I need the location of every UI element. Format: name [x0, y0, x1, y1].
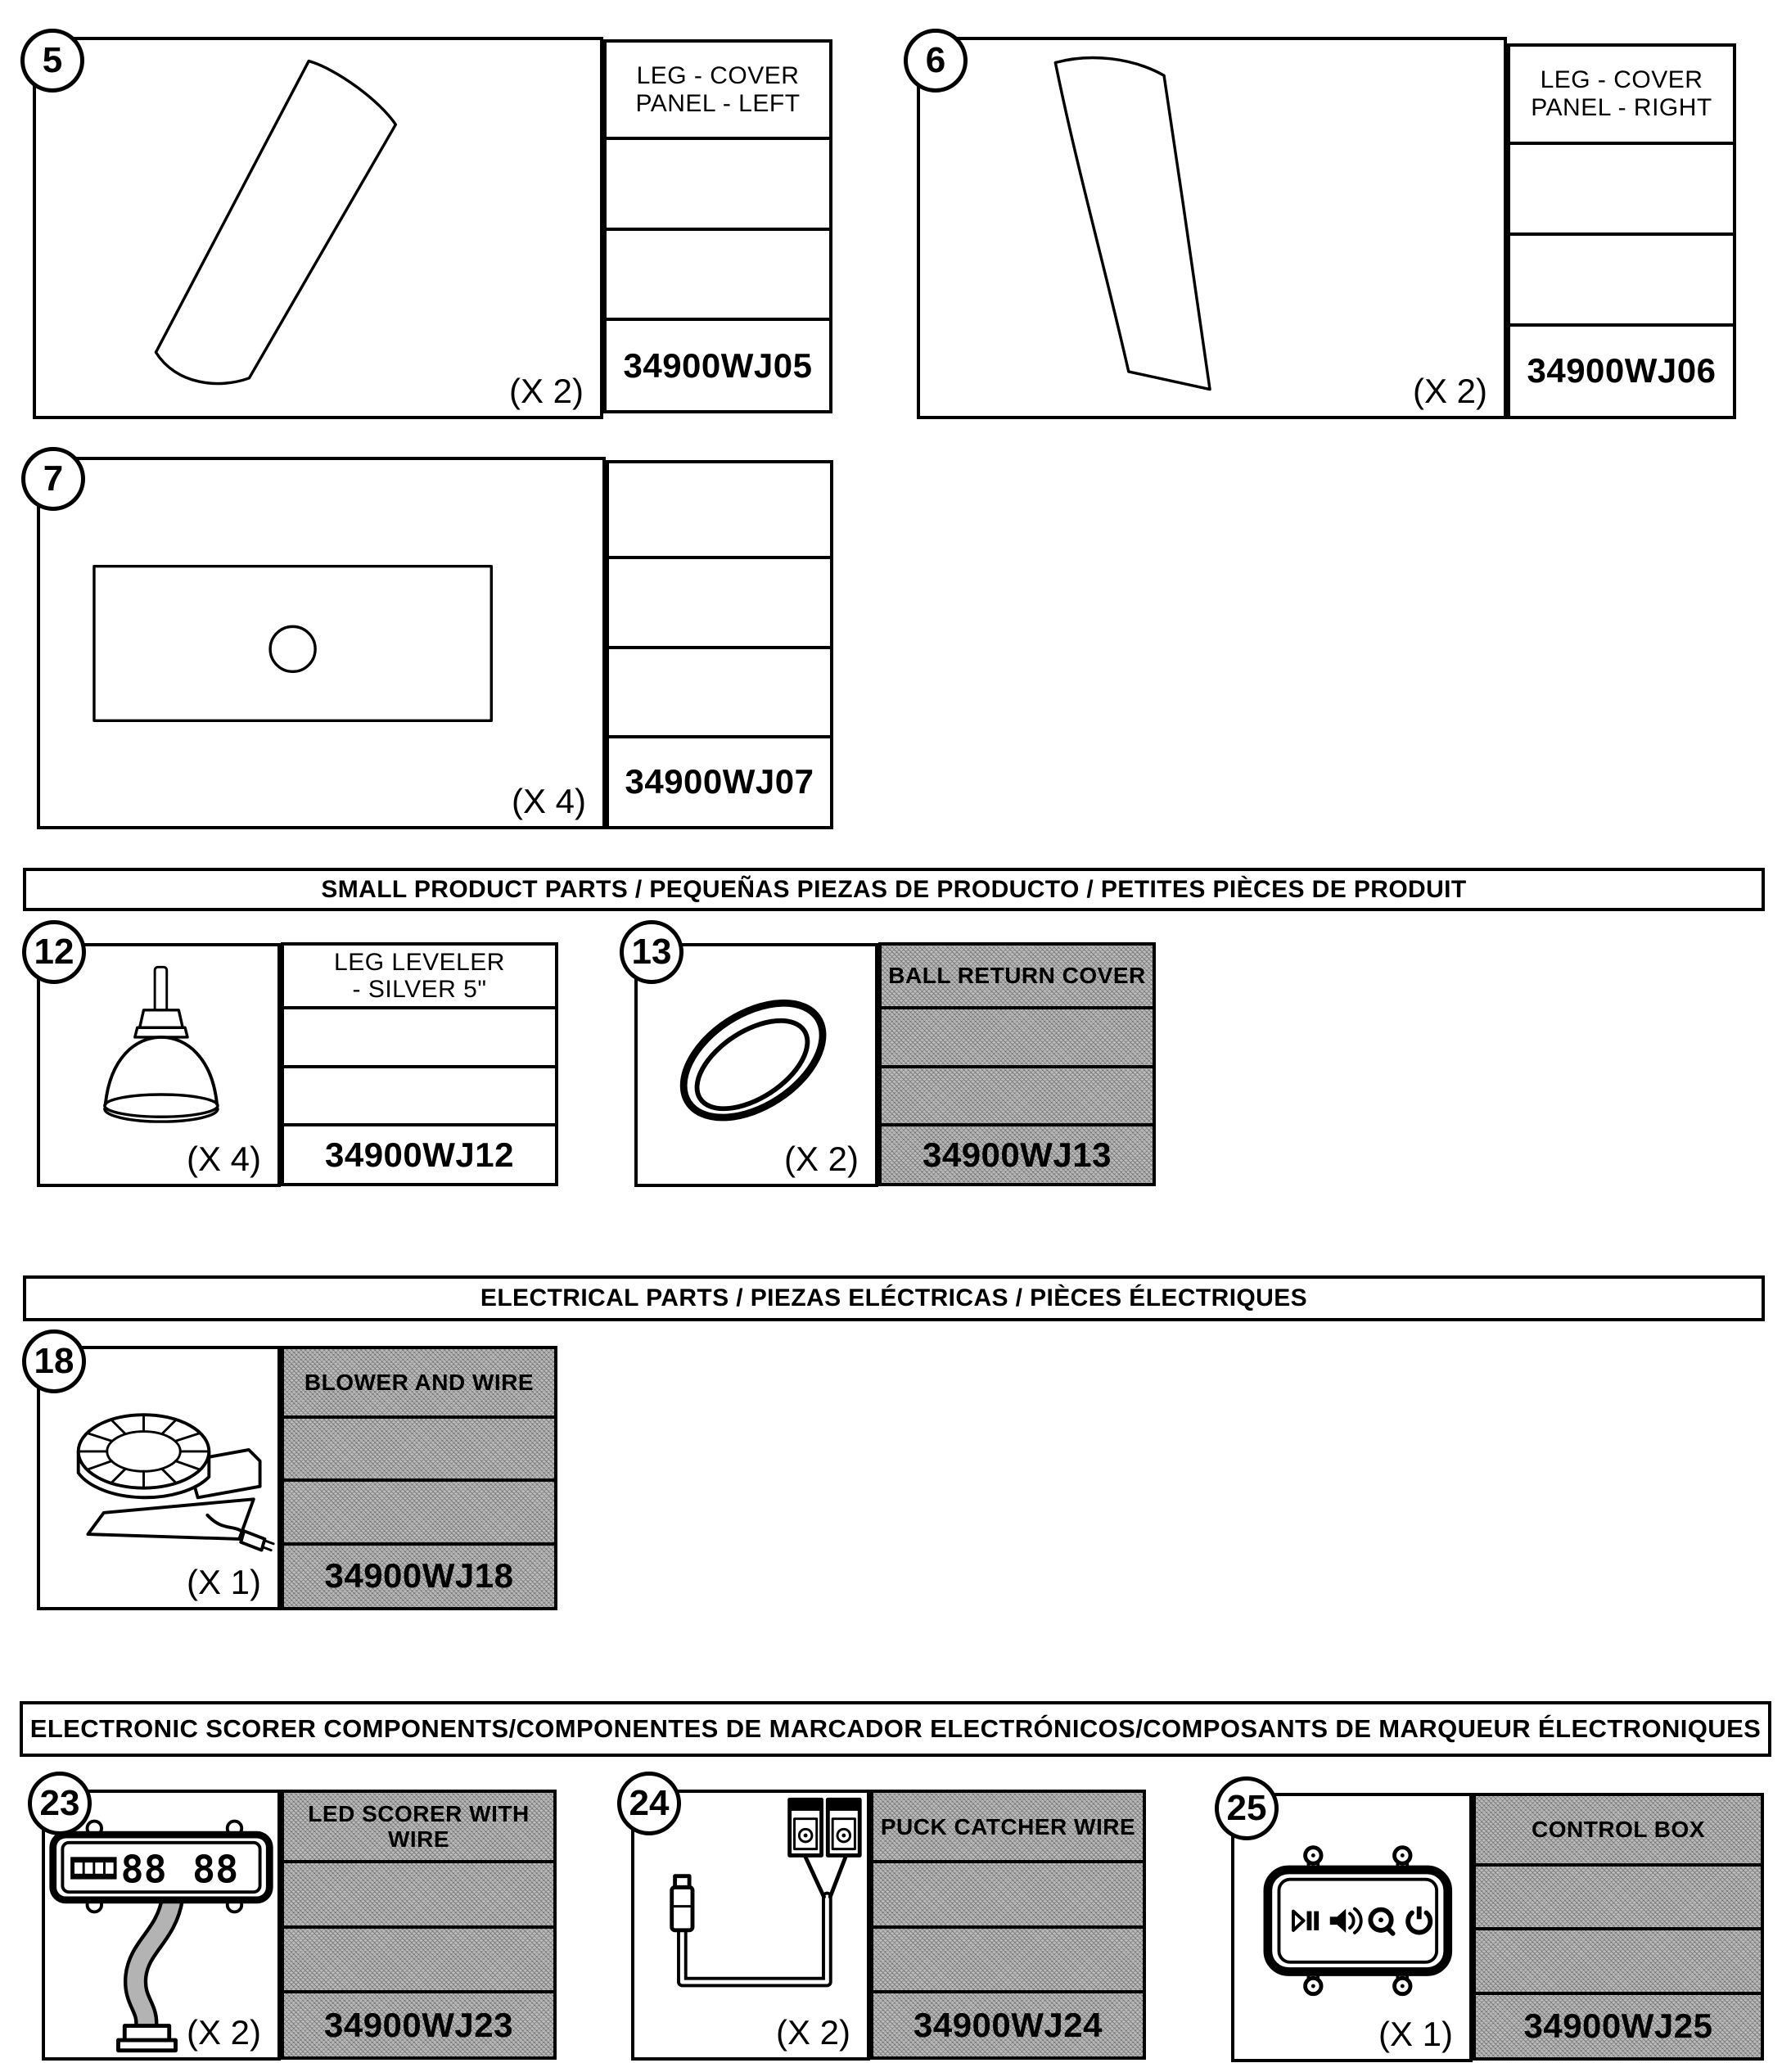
part-6-drawing-box: [917, 37, 1507, 419]
leg-cover-panel-left-drawing: [36, 40, 600, 416]
led-digits-left: 88: [120, 1848, 167, 1893]
callout-number: 13: [631, 932, 672, 972]
callout-number: 25: [1226, 1788, 1267, 1828]
callout-number: 5: [42, 40, 63, 80]
part-18-callout-badge: [22, 1329, 86, 1393]
part-title-cell: LEG - COVER PANEL - LEFT: [635, 61, 801, 117]
quantity-label: (X 2): [186, 2013, 261, 2052]
spare-cell: [1476, 1863, 1761, 1928]
spare-cell: [873, 1860, 1143, 1925]
leg-cover-panel-right-drawing: [920, 40, 1504, 416]
part-number-cell: 34900WJ24: [873, 1990, 1143, 2056]
part-6-info-table: [1507, 43, 1736, 419]
quantity-label: (X 2): [775, 2013, 850, 2052]
spare-cell: [1510, 142, 1733, 232]
spare-cell: [609, 556, 830, 645]
part-25-drawing-box: [1231, 1793, 1473, 2062]
part-title-cell: BLOWER AND WIRE: [304, 1369, 535, 1395]
spare-cell: [1510, 232, 1733, 323]
callout-number: 7: [43, 458, 64, 499]
part-12-info-table: [281, 942, 558, 1186]
part-24-drawing-box: [631, 1790, 870, 2061]
part-number-cell: 34900WJ06: [1510, 323, 1733, 416]
part-title-cell: PUCK CATCHER WIRE: [880, 1813, 1136, 1840]
part-number-cell: 34900WJ07: [609, 735, 830, 826]
spare-cell: [284, 1065, 555, 1123]
callout-number: 12: [34, 932, 74, 972]
part-number-cell: 34900WJ13: [882, 1123, 1153, 1183]
part-title-cell: LEG LEVELER - SILVER 5": [334, 948, 505, 1004]
panel-with-hole-drawing: [40, 460, 602, 826]
spare-cell: [607, 137, 829, 228]
part-24-info-table: [870, 1790, 1146, 2060]
part-number-cell: 34900WJ23: [284, 1990, 553, 2056]
section-header-electronic-scorer-components: ELECTRONIC SCORER COMPONENTS/COMPONENTES DE MARCADOR ELECTRÓNICOS/COMPOSANTS DE MARQUEUR ÉLECTRONIQUES: [20, 1701, 1771, 1757]
part-5-info-table: [603, 39, 832, 413]
part-12-callout-badge: [22, 920, 86, 984]
sensor-module: [828, 1799, 859, 1855]
callout-number: 24: [629, 1783, 670, 1823]
spare-cell: [882, 1065, 1153, 1123]
part-13-drawing-box: [634, 943, 878, 1187]
section-header-electrical-parts: ELECTRICAL PARTS / PIEZAS ELÉCTRICAS / PIÈCES ÉLECTRIQUES: [23, 1275, 1765, 1321]
spare-cell: [882, 1006, 1153, 1064]
section-header-small-product-parts: SMALL PRODUCT PARTS / PEQUEÑAS PIEZAS DE PRODUCTO / PETITES PIÈCES DE PRODUIT: [23, 868, 1765, 911]
quantity-label: (X 1): [186, 1563, 261, 1601]
spare-cell: [284, 1006, 555, 1064]
sensor-module: [790, 1799, 822, 1855]
wire-connector: [672, 1876, 692, 1930]
part-title-cell: LED SCORER WITH WIRE: [308, 1800, 530, 1853]
part-24-callout-badge: [617, 1772, 681, 1835]
callout-number: 23: [39, 1783, 80, 1823]
led-digits-right: 88: [192, 1848, 239, 1893]
part-12-drawing-box: [37, 943, 281, 1187]
quantity-label: (X 2): [508, 372, 584, 410]
part-7-callout-badge: [21, 447, 85, 511]
part-25-callout-badge: [1215, 1776, 1279, 1840]
spare-cell: [284, 1925, 553, 1990]
part-title-cell: CONTROL BOX: [1532, 1817, 1705, 1843]
part-title-cell: [609, 463, 830, 556]
part-title-cell: LEG - COVER PANEL - RIGHT: [1531, 66, 1712, 121]
part-5-drawing-box: [33, 37, 603, 419]
part-7-info-table: [606, 460, 833, 829]
part-23-info-table: [281, 1790, 557, 2060]
part-13-callout-badge: [620, 920, 683, 984]
quantity-label: (X 4): [511, 782, 586, 820]
spare-cell: [284, 1860, 553, 1925]
part-6-callout-badge: [904, 29, 968, 93]
part-number-cell: 34900WJ25: [1476, 1992, 1761, 2057]
part-25-info-table: [1473, 1793, 1764, 2061]
spare-cell: [284, 1415, 554, 1479]
part-23-callout-badge: [28, 1772, 92, 1835]
quantity-label: (X 1): [1378, 2015, 1453, 2053]
part-23-drawing-box: [42, 1790, 281, 2061]
spare-cell: [609, 646, 830, 735]
quantity-label: (X 2): [1412, 372, 1487, 410]
spare-cell: [284, 1478, 554, 1542]
spare-cell: [1476, 1927, 1761, 1992]
part-number-cell: 34900WJ12: [284, 1123, 555, 1183]
part-number-cell: 34900WJ18: [284, 1542, 554, 1607]
part-number-cell: 34900WJ05: [607, 318, 829, 410]
spare-cell: [873, 1925, 1143, 1990]
part-5-callout-badge: [20, 29, 84, 93]
quantity-label: (X 4): [186, 1140, 261, 1178]
spare-cell: [607, 228, 829, 318]
part-title-cell: BALL RETURN COVER: [888, 963, 1146, 989]
part-7-drawing-box: [37, 457, 606, 829]
quantity-label: (X 2): [783, 1140, 859, 1178]
part-13-info-table: [878, 942, 1156, 1186]
callout-number: 6: [925, 40, 946, 80]
part-18-info-table: [281, 1346, 557, 1610]
callout-number: 18: [34, 1341, 74, 1381]
